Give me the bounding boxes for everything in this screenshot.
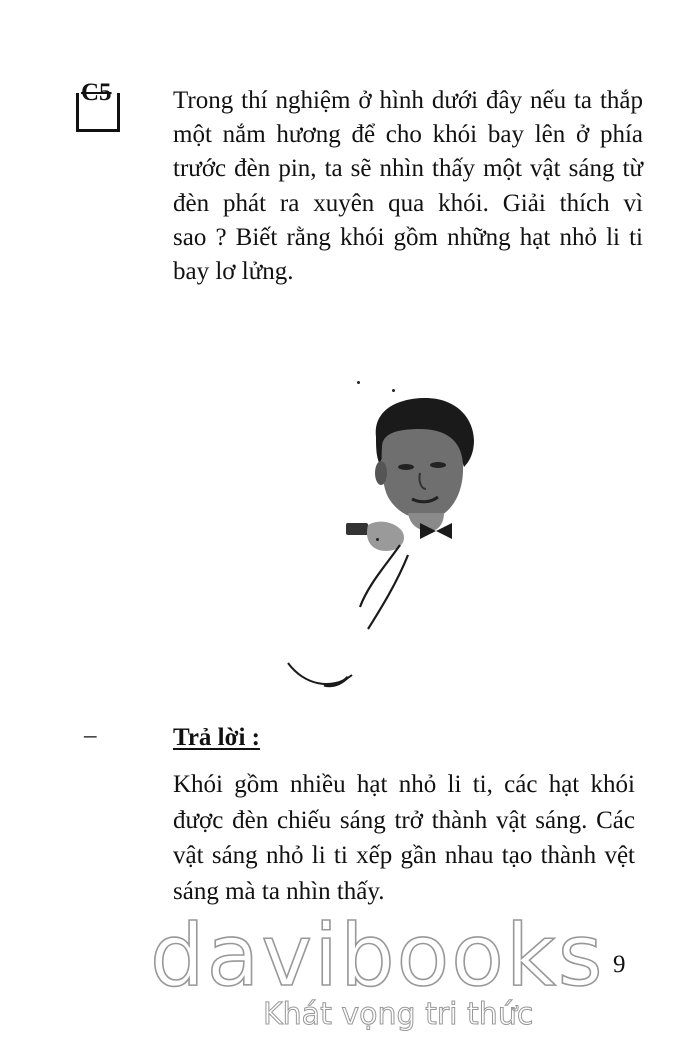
answer-bullet-dash: – [84, 722, 97, 749]
left-eye-shape [398, 464, 414, 470]
print-speck [392, 389, 395, 392]
page-number: 9 [613, 951, 626, 978]
question-text-main: Trong thí nghiệm ở hình dưới đây nếu ta thắp một nắm hương để cho khói bay lên ở phía trước đèn pin, ta sẽ nhìn thấy một vật sáng từ đèn phát ra xuyên qua khói. Giải thích vì [173, 87, 643, 217]
print-speck [357, 381, 360, 384]
print-speck [376, 538, 379, 541]
face-shape [382, 429, 463, 519]
boy-with-flashlight-illustration [268, 385, 498, 705]
arm-shadow [324, 677, 348, 686]
watermark-brand: davibooks [150, 906, 605, 1006]
answer-text: Khói gồm nhiều hạt nhỏ li ti, các hạt khói được đèn chiếu sáng trở thành vật sáng. Các vật sáng nhỏ li ti xếp gần nhau tạo thành vệt sáng mà ta nhìn thấy. [173, 771, 635, 905]
question-number: C5 [81, 79, 112, 106]
ear-shape [375, 461, 387, 485]
question-text [173, 84, 643, 289]
right-eye-shape [430, 462, 446, 468]
question-text-end: sao ? Biết rằng khói gồm những hạt nhỏ li ti bay lơ lửng. [173, 223, 643, 286]
flashlight-shape [346, 523, 368, 535]
body-outline [360, 545, 408, 629]
watermark-slogan: Khát vọng tri thức [263, 997, 534, 1032]
answer-label: Trả lời : [173, 724, 260, 751]
question-number-badge [76, 79, 120, 132]
